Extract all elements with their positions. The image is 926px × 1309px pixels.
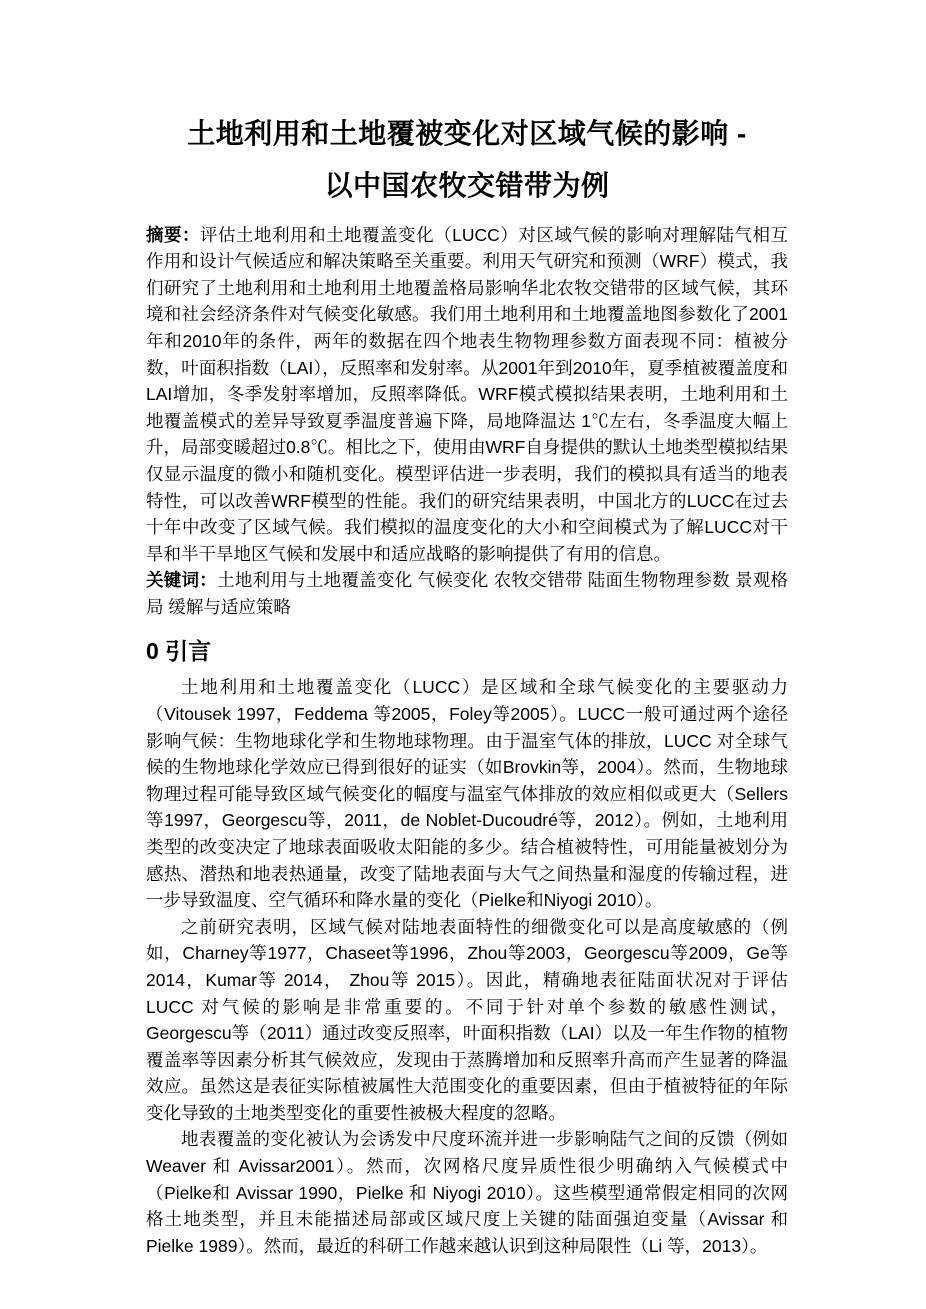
intro-paragraph-2: 之前研究表明，区域气候对陆地表面特性的细微变化可以是高度敏感的（例如，Charney等1977，Chaseet等1996，Zhou等2003，Georgescu等2009，Ge等 2014，Kumar等 2014， Zhou等 2015）。因此，精确地表征陆面状况对于评估 LUCC 对气候的影响是非常重要的。不同于针对单个参数的敏感性测试，Georgescu等（2011）通过改变反照率，叶面积指数（LAI）以及一年生作物的植物覆盖率等因素分析其气候效应，发现由于蒸腾增加和反照率升高而产生显著的降温效应。虽然这是表征实际植被属性大范围变化的重要因素，但由于植被特征的年际变化导致的土地类型变化的重要性被极大程度的忽略。 bbox=[146, 916, 788, 1123]
keywords-paragraph bbox=[146, 567, 788, 620]
document-content bbox=[146, 108, 788, 1259]
abstract-paragraph bbox=[146, 222, 788, 568]
title-line-2: 以中国农牧交错带为例 bbox=[324, 169, 610, 201]
document-title bbox=[146, 108, 788, 212]
abstract-label: 摘要： bbox=[146, 224, 201, 245]
intro-paragraph-1: 土地利用和土地覆盖变化（LUCC）是区域和全球气候变化的主要驱动力（Vitousek 1997，Feddema 等2005，Foley等2005）。LUCC一般可通过两个途径影响气候：生物地球化学和生物地球物理。由于温室气体的排放，LUCC 对全球气候的生物地球化学效应已得到很好的证实（如Brovkin等，2004）。然而，生物地球物理过程可能导致区域气候变化的幅度与温室气体排放的效应相似或更大（Sellers等1997，Georgescu等，2011，de Noblet-Ducoudré等，2012）。例如，土地利用类型的改变决定了地球表面吸收太阳能的多少。结合植被特性，可用能量被划分为感热、潜热和地表热通量，改变了陆地表面与大气之间热量和湿度的传输过程，进一步导致温度、空气循环和降水量的变化（Pielke和Niyogi 2010）。 bbox=[146, 677, 788, 911]
keywords-label: 关键词： bbox=[146, 570, 218, 591]
title-line-1: 土地利用和土地覆被变化对区域气候的影响 - bbox=[187, 118, 747, 149]
keywords-text: 土地利用与土地覆盖变化 气候变化 农牧交错带 陆面生物物理参数 景观格局 缓解与适应策略 bbox=[146, 570, 788, 617]
intro-paragraph-3: 地表覆盖的变化被认为会诱发中尺度环流并进一步影响陆气之间的反馈（例如 Weaver 和 Avissar2001）。然而，次网格尺度异质性很少明确纳入气候模式中（Pielke和 Avissar 1990，Pielke 和 Niyogi 2010）。这些模型通常假定相同的次网格土地类型，并且未能描述局部或区域尺度上关键的陆面强迫变量（Avissar 和 Pielke 1989）。然而，最近的科研工作越来越认识到这种局限性（Li 等，2013）。 bbox=[146, 1129, 788, 1256]
abstract-text: 评估土地利用和土地覆盖变化（LUCC）对区域气候的影响对理解陆气相互作用和设计气候适应和解决策略至关重要。利用天气研究和预测（WRF）模式，我们研究了土地利用和土地利用土地覆盖格局影响华北农牧交错带的区域气候，其环境和社会经济条件对气候变化敏感。我们用土地利用和土地覆盖地图参数化了2001年和2010年的条件，两年的数据在四个地表生物物理参数方面表现不同：植被分数，叶面积指数（LAI），反照率和发射率。从2001年到2010年，夏季植被覆盖度和LAI增加，冬季发射率增加，反照率降低。WRF模式模拟结果表明，土地利用和土地覆盖模式的差异导致夏季温度普遍下降，局地降温达 1℃左右，冬季温度大幅上升，局部变暖超过0.8℃。相比之下，使用由WRF自身提供的默认土地类型模拟结果仅显示温度的微小和随机变化。模型评估进一步表明，我们的模拟具有适当的地表特性，可以改善WRF模型的性能。我们的研究结果表明，中国北方的LUCC在过去十年中改变了区域气候。我们模拟的温度变化的大小和空间模式为了解LUCC对干旱和半干旱地区气候和发展中和适应战略的影响提供了有用的信息。 bbox=[146, 224, 788, 564]
section-heading-introduction: 0 引言 bbox=[146, 637, 212, 664]
